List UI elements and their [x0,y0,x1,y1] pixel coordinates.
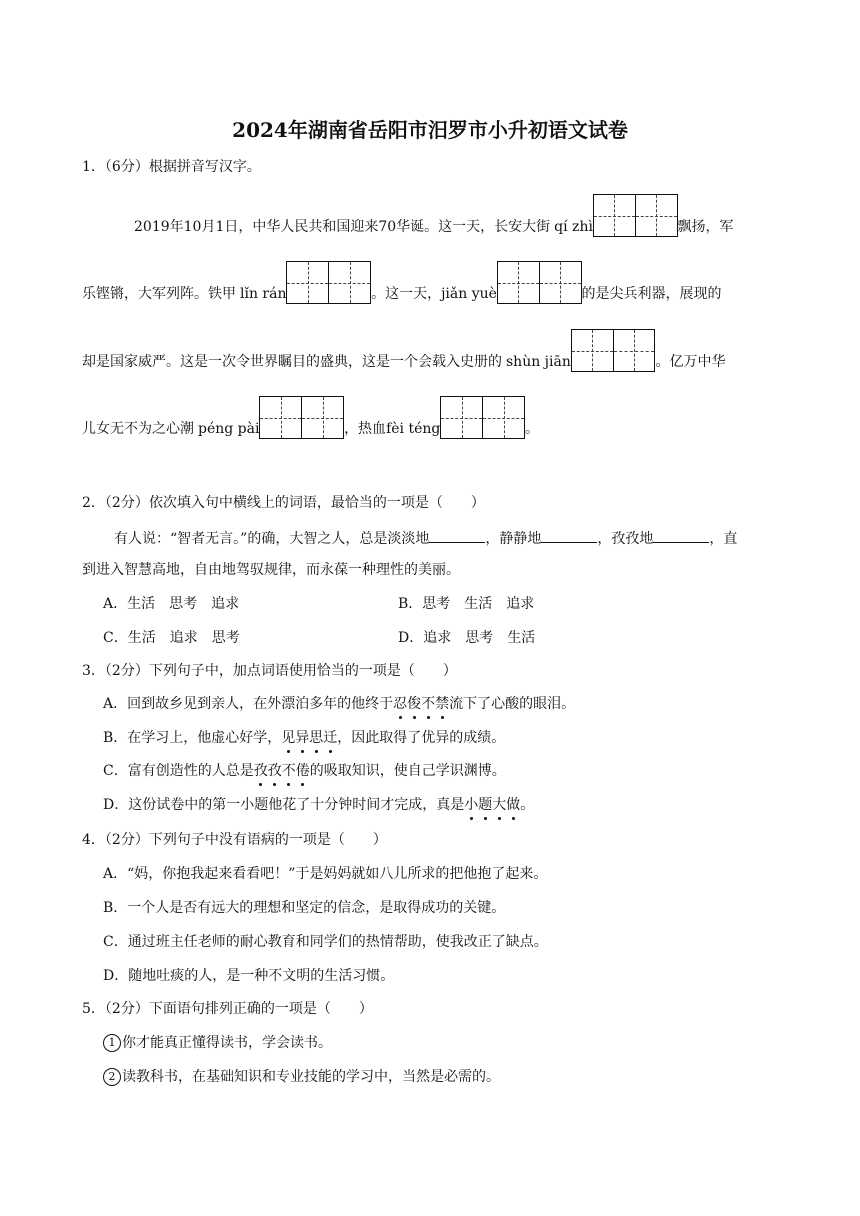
tianzige-answer-box-1[interactable] [593,194,678,237]
exam-title: 2024年湖南省岳阳市汨罗市小升初语文试卷 [232,118,628,142]
question-1-line-2 [82,258,722,304]
dotted-idiom: 小题大做 [464,797,521,813]
question-4-option-c[interactable]: C．通过班主任老师的耐心教育和同学们的热情帮助，使我改正了缺点。 [103,934,548,950]
question-3-option-c[interactable]: C．富有创造性的人总是孜孜不倦的吸取知识，使自己学识渊博。 [103,763,506,779]
tianzige-answer-box-3[interactable] [497,261,582,304]
question-2-sentence-cont: 到进入智慧高地，自由地驾驭规律，而永葆一种理性的美丽。 [82,562,460,578]
pinyin-linran: lǐn rán [240,286,287,302]
dotted-idiom: 孜孜不倦 [253,763,310,779]
dotted-idiom: 忍俊不禁 [393,696,450,712]
question-4-header: 4．（2分）下列句子中没有语病的一项是（ ） [82,832,387,848]
question-1-header: 1．（6分）根据拼音写汉字。 [82,159,261,175]
passage-text: 。亿万中华 [655,354,726,370]
circled-number-2: 2 [103,1068,121,1086]
pinyin-qizhi: qí zhì [554,219,593,235]
tianzige-answer-box-4[interactable] [571,329,656,372]
passage-text: 乐铿锵，大军列阵。铁甲 [82,286,236,302]
passage-text: 。这一天， [371,286,442,302]
question-4-option-a[interactable]: A．“妈，你抱我起来看看吧！”于是妈妈就如八儿所求的把他抱了起来。 [103,866,548,882]
question-2-sentence: 有人说：“智者无言。”的确，大智之人，总是淡淡地 ，静静地 ，孜孜地 ，直 [114,526,737,549]
passage-text: 2019年10月1日，中华人民共和国迎来70华诞。这一天，长安大街 [134,219,551,235]
fill-blank-2[interactable] [541,526,597,543]
circled-number-1: 1 [103,1034,121,1052]
question-3-option-a[interactable]: A．回到故乡见到亲人，在外漂泊多年的他终于忍俊不禁流下了心酸的眼泪。 [103,696,576,712]
pinyin-shunjian: shùn jiān [506,354,571,370]
question-2-option-c[interactable]: C．生活 追求 思考 [103,630,240,646]
passage-text: 儿女无不为之心潮 [82,421,194,437]
question-1-line-3 [82,326,725,372]
question-3-option-d[interactable]: D．这份试卷中的第一小题他花了十分钟时间才完成，真是小题大做。 [103,797,535,813]
pinyin-pengpai: péng pài [198,421,260,437]
question-2-option-d[interactable]: D．追求 思考 生活 [398,630,536,646]
tianzige-answer-box-5[interactable] [259,396,344,439]
question-5-sentence-2: 2 读教科书，在基础知识和专业技能的学习中，当然是必需的。 [103,1067,500,1087]
passage-text: 。 [524,421,539,437]
pinyin-feiteng: fèi téng [386,421,441,437]
question-1-line-4 [82,393,539,439]
fill-blank-3[interactable] [653,526,709,543]
passage-text: ，热血 [344,421,387,437]
dotted-idiom: 见异思迁 [281,730,338,746]
pinyin-jianyue: jiǎn yuè [441,286,497,302]
fill-blank-1[interactable] [429,526,485,543]
question-1-line-1 [134,191,734,237]
question-2-header: 2．（2分）依次填入句中横线上的词语，最恰当的一项是（ ） [82,495,485,511]
tianzige-answer-box-2[interactable] [286,261,371,304]
question-4-option-d[interactable]: D．随地吐痰的人，是一种不文明的生活习惯。 [103,968,395,984]
tianzige-answer-box-6[interactable] [440,396,525,439]
question-2-option-b[interactable]: B．思考 生活 追求 [398,596,535,612]
passage-text: 却是国家威严。这是一次令世界瞩目的盛典，这是一个会载入史册的 [82,354,502,370]
passage-text: 的是尖兵利器，展现的 [581,286,722,302]
question-5-sentence-1: 1 你才能真正懂得读书，学会读书。 [103,1033,332,1053]
question-5-header: 5．（2分）下面语句排列正确的一项是（ ） [82,1001,373,1017]
question-3-option-b[interactable]: B．在学习上，他虚心好学，见异思迁，因此取得了优异的成绩。 [103,730,506,746]
question-4-option-b[interactable]: B．一个人是否有远大的理想和坚定的信念，是取得成功的关键。 [103,900,506,916]
passage-text: 飘扬，军 [677,219,734,235]
question-3-header: 3．（2分）下列句子中，加点词语使用恰当的一项是（ ） [82,663,457,679]
question-2-option-a[interactable]: A．生活 思考 追求 [103,596,240,612]
